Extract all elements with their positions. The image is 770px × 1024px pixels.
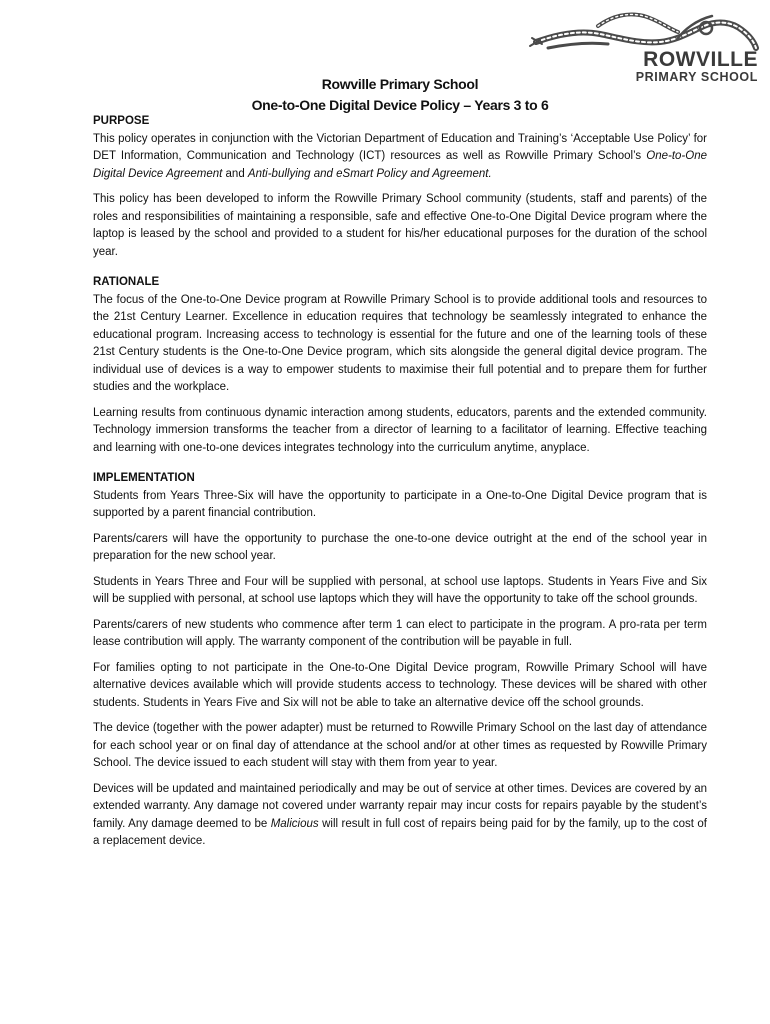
document-title: Rowville Primary School (321, 76, 479, 92)
implementation-paragraph-2: Parents/carers will have the opportunity to purchase the one-to-one device outright at the end of the school year in preparation for the new school year. (93, 532, 707, 562)
implementation-paragraph-7: Devices will be updated and maintained periodically and may be out of service at other times. Devices are covered by an extended warranty. Any damage not covered under warranty repair may incur costs for repairs payable by the student’s family. Any damage deemed to be Malicious will result in full cost of repairs being paid for by the family, up to the cost of a replacement device. (93, 782, 707, 847)
document-body (93, 113, 707, 859)
rationale-section (93, 274, 707, 457)
section-heading-implementation: IMPLEMENTATION (93, 472, 195, 484)
implementation-paragraph-6: The device (together with the power adapter) must be returned to Rowville Primary School on the last day of attendance for each school year or on final day of attendance at the school and/or at other times as requested by Rowville Primary School. The device issued to each student will stay with them from year to year. (93, 722, 707, 769)
logo-school-subtitle: PRIMARY SCHOOL (635, 70, 758, 84)
section-heading-rationale: RATIONALE (93, 276, 160, 288)
rationale-paragraph-1: The focus of the One-to-One Device program at Rowville Primary School is to provide additional tools and resources to the 21st Century Learner. Excellence in education requires that technology be seamlessly integrated to enhance the educational program. Increasing access to technology is essential for the future and one of the learning tools of these 21st Century students is the One-to-One Device program, which sits alongside the general digital device program. The individual use of devices is a way to empower students to maximise their full potential and to prepare them for further studies and the workplace. (93, 293, 707, 393)
document-header (93, 74, 707, 116)
rationale-paragraph-2: Learning results from continuous dynamic interaction among students, educators, parents and the extended community. Technology immersion transforms the teacher from a director of learning to a facilitator of learning. Effective teaching and learning with one-to-one devices integrates technology into the curriculum anytime, anyplace. (93, 406, 707, 454)
purpose-paragraph-2: This policy has been developed to inform the Rowville Primary School community (students, staff and parents) of the roles and responsibilities of maintaining a responsible, safe and effective One-to-One Digital Device program where the laptop is leased by the school and provided to a student for his/her educational purposes for the duration of the school year. (93, 193, 707, 258)
implementation-paragraph-3: Students in Years Three and Four will be supplied with personal, at school use laptops. Students in Years Five and Six will be supplied with personal, at school use laptops which they will have the opportunity to take off the school grounds. (93, 575, 707, 605)
purpose-section (93, 113, 707, 261)
school-logo (528, 8, 760, 84)
implementation-section (93, 470, 707, 851)
section-heading-purpose: PURPOSE (93, 115, 150, 127)
implementation-paragraph-4: Parents/carers of new students who commence after term 1 can elect to participate in the program. A pro-rata per term lease contribution will apply. The warranty component of the contribution will be payable in full. (93, 618, 707, 648)
document-subtitle: One-to-One Digital Device Policy – Years 3 to 6 (251, 97, 549, 113)
implementation-paragraph-1: Students from Years Three-Six will have the opportunity to participate in a One-to-One Digital Device program that is supported by a parent financial contribution. (93, 489, 707, 519)
purpose-paragraph-1: This policy operates in conjunction with the Victorian Department of Education and Training’s ‘Acceptable Use Policy’ for DET Information, Communication and Technology (ICT) resources as well as Rowville Primary School’s One-to-One Digital Device Agreement and Anti-bullying and eSmart Policy and Agreement. (93, 132, 707, 180)
logo-school-name: ROWVILLE (643, 48, 758, 71)
implementation-paragraph-5: For families opting to not participate in the One-to-One Digital Device program, Rowville Primary School will have alternative devices available which will provide students access to technology. These devices will be shared with other students. Students in Years Five and Six will not be able to take an alternative device off the school grounds. (93, 661, 707, 709)
